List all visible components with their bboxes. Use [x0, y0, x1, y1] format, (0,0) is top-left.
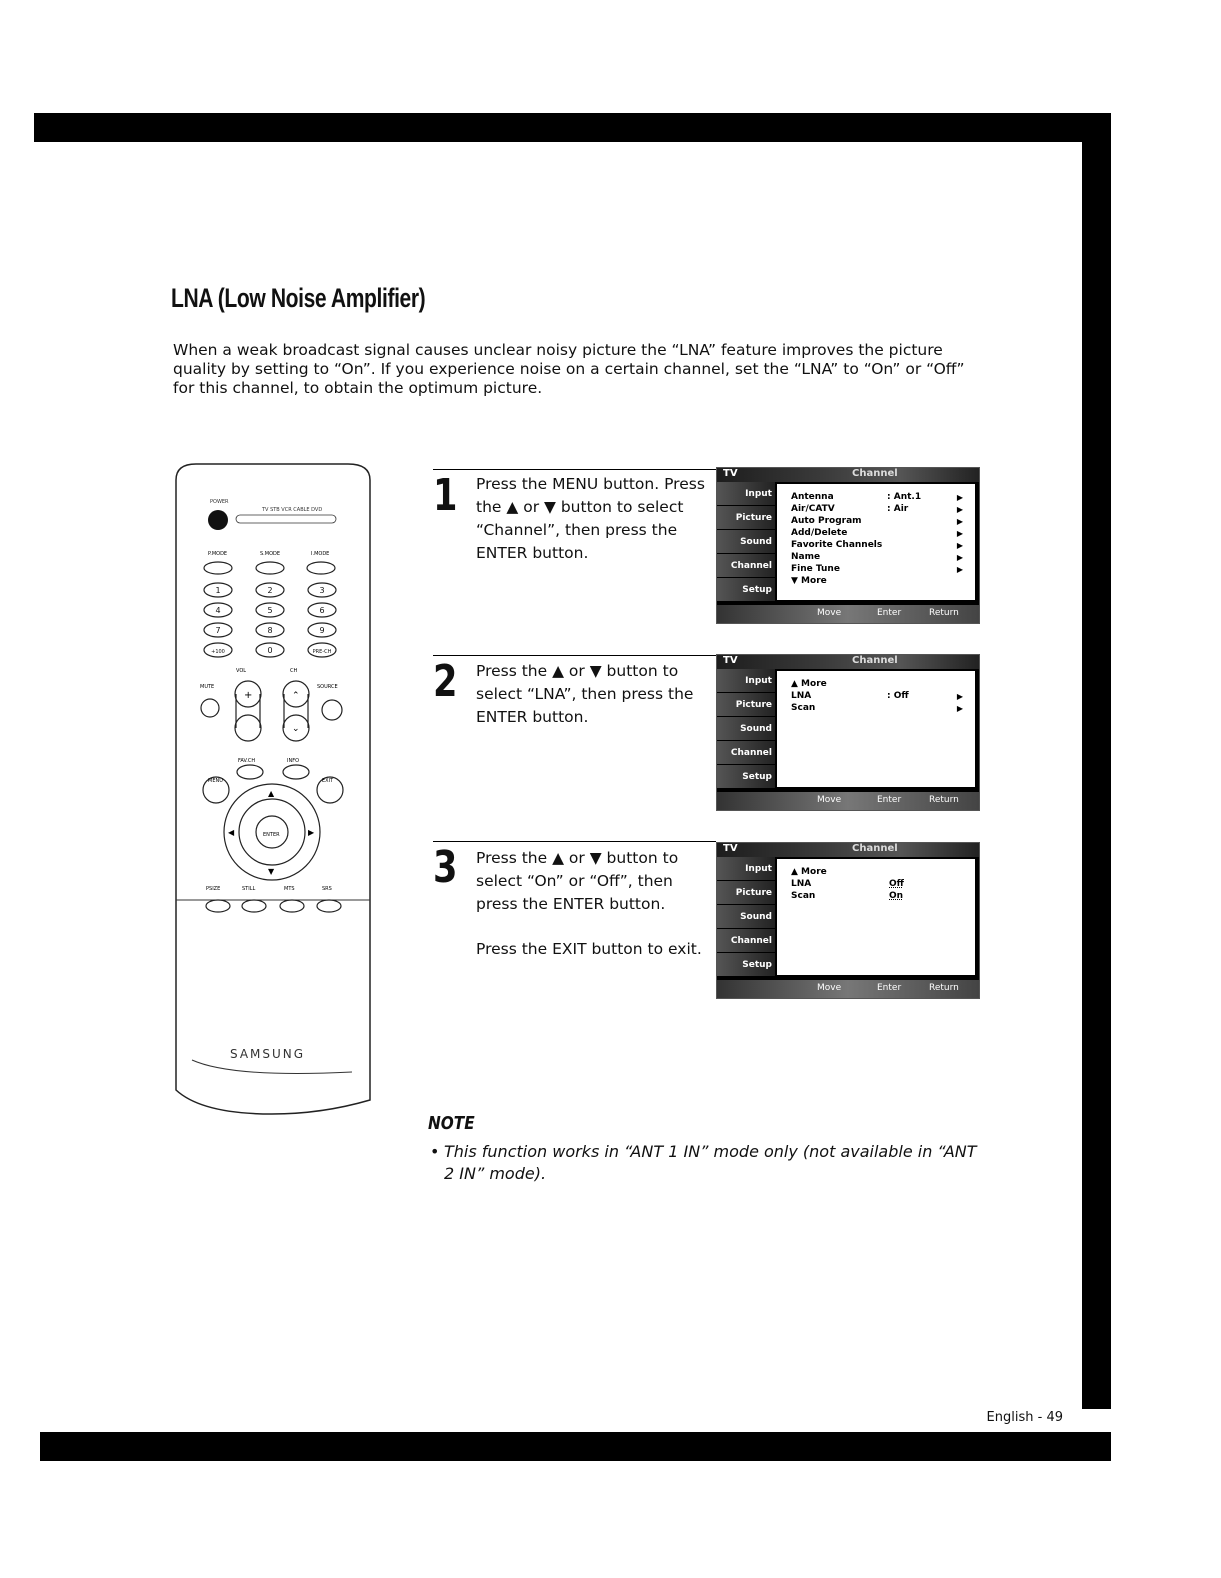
osd-sidebar [717, 669, 775, 789]
osd-row-label: Auto Program [791, 516, 862, 526]
note-heading: NOTE [428, 1113, 475, 1134]
digit-key-label: PRE-CH [312, 649, 332, 655]
osd-header-title: Channel [852, 843, 898, 854]
osd-row-arrow: ▶ [956, 541, 963, 550]
osd-panel [777, 859, 975, 975]
page-number: English - 49 [986, 1410, 1063, 1425]
digit-key-label: 4 [215, 606, 221, 615]
osd-side-item: Channel [717, 741, 775, 765]
osd-row-label: Scan [791, 703, 816, 713]
info-label: INFO [287, 758, 300, 764]
osd-channel-menu-2 [716, 654, 980, 811]
osd-row-arrow: ▶ [956, 505, 963, 514]
osd-menu-row [791, 516, 971, 527]
osd-row-label: Add/Delete [791, 528, 848, 538]
osd-tv-label: TV [723, 468, 738, 479]
step-1-number: 1 [433, 470, 458, 521]
step-3-exit-text: Press the EXIT button to exit. [476, 940, 702, 958]
osd-side-item: Picture [717, 506, 775, 530]
enter-label: ENTER [263, 832, 280, 838]
note-bullet: • [430, 1142, 440, 1161]
osd-row-label: Air/CATV [791, 504, 835, 514]
smode-label: S.MODE [260, 551, 281, 557]
osd-footer-return: Return [929, 795, 959, 805]
digit-key-label: 8 [267, 626, 273, 635]
digit-key-label: 6 [319, 606, 325, 615]
osd-side-item: Sound [717, 717, 775, 741]
osd-side-item: Input [717, 669, 775, 693]
osd-menu-row [791, 552, 971, 563]
osd-menu-row [791, 564, 971, 575]
osd-side-item: Input [717, 857, 775, 881]
osd-footer-return: Return [929, 983, 959, 993]
osd-side-item: Setup [717, 578, 775, 602]
osd-row-arrow: ▶ [956, 704, 963, 713]
osd-row-label: Fine Tune [791, 564, 840, 574]
osd-row-value: : Off [887, 691, 909, 701]
svg-text:▼: ▼ [268, 867, 275, 876]
osd-footer [717, 980, 979, 998]
bottom-border-bar [40, 1432, 1111, 1461]
mts-label: MTS [284, 886, 295, 892]
osd-row-label: Name [791, 552, 821, 562]
osd-side-item: Sound [717, 530, 775, 554]
osd-panel [777, 484, 975, 600]
srs-label: SRS [322, 886, 332, 892]
digit-key-label: 2 [267, 586, 273, 595]
osd-side-item: Channel [717, 929, 775, 953]
psize-label: PSIZE [206, 886, 221, 892]
osd-footer-enter: Enter [877, 795, 902, 805]
svg-text:⌃: ⌃ [292, 691, 300, 701]
digit-key-label: 7 [215, 626, 221, 635]
osd-side-item: Input [717, 482, 775, 506]
osd-row-value: On [889, 891, 904, 901]
osd-side-item: Setup [717, 765, 775, 789]
digit-key-label: 9 [319, 626, 325, 635]
step-2-rule [433, 655, 716, 656]
osd-header [717, 468, 979, 482]
osd-row-arrow: ▶ [956, 517, 963, 526]
digit-key-label: 5 [267, 606, 273, 615]
osd-row-value: : Air [887, 504, 909, 514]
osd-row-value: : Ant.1 [887, 492, 922, 502]
osd-row-arrow: ▶ [956, 553, 963, 562]
osd-sidebar [717, 857, 775, 977]
pmode-label: P.MODE [208, 551, 228, 557]
note-body: This function works in “ANT 1 IN” mode only (not available in “ANT 2 IN” mode). [444, 1142, 977, 1183]
svg-text:◀: ◀ [228, 828, 235, 837]
osd-footer-enter: Enter [877, 983, 902, 993]
right-border-bar [1082, 113, 1111, 1409]
osd-menu-row [791, 703, 971, 714]
power-button-shape [208, 510, 228, 530]
svg-text:⌄: ⌄ [292, 724, 300, 734]
ch-label: CH [290, 668, 298, 674]
osd-side-item: Channel [717, 554, 775, 578]
osd-menu-row [791, 691, 971, 702]
osd-row-arrow: ▶ [956, 529, 963, 538]
vol-label: VOL [236, 668, 247, 674]
samsung-logo: SAMSUNG [230, 1047, 306, 1061]
step-2-number: 2 [433, 656, 458, 707]
osd-tv-label: TV [723, 655, 738, 666]
osd-menu-row [791, 576, 971, 587]
step-2-text: Press the ▲ or ▼ button to select “LNA”, then press the ENTER button. [476, 662, 694, 726]
osd-side-item: Sound [717, 905, 775, 929]
osd-row-label: LNA [791, 879, 812, 889]
intro-paragraph: When a weak broadcast signal causes unclear noisy picture the “LNA” feature improves the picture quality by setting to “On”. If you experience noise on a certain channel, set the “LNA” to “On” or “Off” for this channel, to obtain the optimum picture. [173, 341, 965, 397]
osd-row-arrow: ▶ [956, 692, 963, 701]
osd-footer-enter: Enter [877, 608, 902, 618]
digit-key-label: 3 [319, 586, 325, 595]
osd-menu-row [791, 504, 971, 515]
osd-row-label: Favorite Channels [791, 540, 883, 550]
osd-side-item: Setup [717, 953, 775, 977]
osd-row-label: Antenna [791, 492, 834, 502]
imode-label: I.MODE [311, 551, 330, 557]
osd-row-arrow: ▶ [956, 565, 963, 574]
step-1-text: Press the MENU button. Press the ▲ or ▼ button to select “Channel”, then press the ENTER button. [476, 475, 705, 562]
remote-control-illustration [172, 460, 374, 1115]
osd-row-value: Off [889, 879, 904, 889]
osd-row-label: Scan [791, 891, 816, 901]
osd-row-label: LNA [791, 691, 812, 701]
osd-footer-move: Move [817, 983, 842, 993]
osd-menu-row [791, 528, 971, 539]
osd-footer-move: Move [817, 608, 842, 618]
exit-label: EXIT [322, 778, 334, 784]
osd-side-item: Picture [717, 693, 775, 717]
osd-menu-row [791, 879, 971, 890]
mode-labels: TV STB VCR CABLE DVD [262, 507, 323, 513]
top-border-bar [34, 113, 1111, 142]
osd-header [717, 655, 979, 669]
osd-tv-label: TV [723, 843, 738, 854]
osd-channel-menu-1 [716, 467, 980, 624]
menu-label: MENU [208, 778, 223, 784]
note-text [430, 1141, 984, 1185]
osd-footer-return: Return [929, 608, 959, 618]
osd-panel [777, 671, 975, 787]
osd-menu-row [791, 492, 971, 503]
osd-header-title: Channel [852, 468, 898, 479]
osd-channel-menu-3 [716, 842, 980, 999]
osd-menu-row [791, 867, 971, 878]
favch-label: FAV.CH [238, 758, 256, 764]
svg-text:+: + [244, 690, 253, 701]
digit-key-label: +100 [211, 649, 225, 655]
osd-header-title: Channel [852, 655, 898, 666]
step-3-number: 3 [433, 842, 458, 893]
source-label: SOURCE [317, 684, 338, 690]
page-title: LNA (Low Noise Amplifier) [171, 283, 426, 313]
osd-header [717, 843, 979, 857]
osd-menu-row [791, 891, 971, 902]
osd-footer [717, 605, 979, 623]
digit-key-label: 1 [215, 586, 221, 595]
osd-menu-row [791, 540, 971, 551]
osd-side-item: Picture [717, 881, 775, 905]
osd-row-label: ▲ More [791, 867, 827, 877]
digit-key-label: 0 [267, 646, 273, 655]
step-3-text: Press the ▲ or ▼ button to select “On” or “Off”, then press the ENTER button. Press the EXIT button to exit. [476, 847, 712, 983]
osd-row-label: ▲ More [791, 679, 827, 689]
osd-row-label: ▼ More [791, 576, 827, 586]
svg-text:▶: ▶ [308, 828, 315, 837]
step-3-rule [433, 841, 716, 842]
osd-footer [717, 792, 979, 810]
osd-row-arrow: ▶ [956, 493, 963, 502]
step-1-rule [433, 469, 716, 470]
mute-label: MUTE [200, 684, 215, 690]
osd-menu-row [791, 679, 971, 690]
osd-footer-move: Move [817, 795, 842, 805]
power-label: POWER [210, 499, 229, 505]
osd-sidebar [717, 482, 775, 602]
svg-text:▲: ▲ [268, 789, 275, 798]
still-label: STILL [242, 886, 256, 892]
